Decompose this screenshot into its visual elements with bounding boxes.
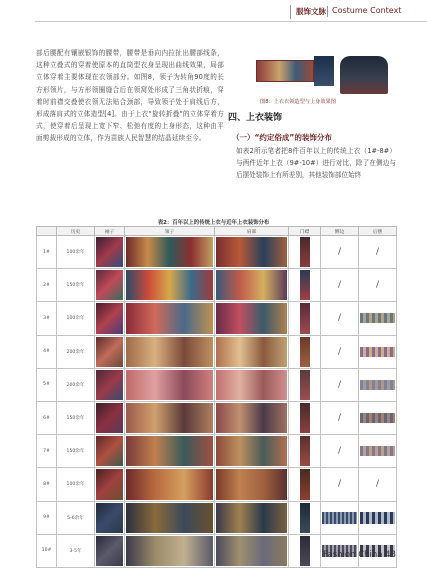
section-title: 四、上衣装饰 bbox=[228, 113, 283, 123]
placket-photo bbox=[289, 401, 321, 434]
sleeve-photo bbox=[95, 335, 125, 368]
row-age: 5-6余年 bbox=[57, 501, 95, 534]
header-rule bbox=[35, 21, 427, 22]
side-cell: / bbox=[321, 368, 359, 401]
header-divider-2 bbox=[327, 6, 328, 17]
sleeve-photo bbox=[95, 435, 125, 468]
table-row bbox=[37, 269, 397, 302]
shoulder-photo bbox=[215, 468, 289, 501]
row-age: 150余年 bbox=[57, 269, 95, 302]
shoulder-photo bbox=[215, 302, 289, 335]
hem-photo bbox=[359, 335, 397, 368]
right-paragraph: 如表2所示笔者把8件百年以上的传统上衣（1#-8#）与两件近年上衣（9#-10#）进行对比，除了在侧边与后摆处装饰上有所差别，其他装饰部位始终 bbox=[236, 147, 396, 180]
placket-photo bbox=[289, 236, 321, 269]
shoulder-photo bbox=[215, 401, 289, 434]
row-id: 4# bbox=[37, 335, 57, 368]
hem-photo bbox=[359, 501, 397, 534]
side-cell: / bbox=[321, 401, 359, 434]
row-id: 2# bbox=[37, 269, 57, 302]
table-row bbox=[37, 335, 397, 368]
header-cell bbox=[37, 227, 57, 236]
hem-photo bbox=[359, 302, 397, 335]
sleeve-photo bbox=[95, 302, 125, 335]
worn-garment-photo bbox=[340, 56, 388, 94]
table-header-row bbox=[37, 227, 397, 236]
collar-photo bbox=[125, 501, 215, 534]
collar-photo bbox=[125, 435, 215, 468]
shoulder-photo bbox=[215, 501, 289, 534]
side-cell: / bbox=[321, 335, 359, 368]
header-cell: 历史 bbox=[57, 227, 95, 236]
hem-photo bbox=[359, 401, 397, 434]
header-section-cn: 服饰文脉 bbox=[296, 7, 326, 16]
row-age: 150余年 bbox=[57, 401, 95, 434]
collar-photo bbox=[125, 468, 215, 501]
table-row bbox=[37, 236, 397, 269]
page-footer: Fashion China 43 bbox=[323, 550, 396, 560]
row-age: 100余年 bbox=[57, 302, 95, 335]
decoration-table bbox=[36, 226, 397, 568]
collar-photo bbox=[256, 60, 314, 82]
sleeve-photo bbox=[95, 534, 125, 567]
row-id: 8# bbox=[37, 468, 57, 501]
shoulder-photo bbox=[215, 236, 289, 269]
header-divider bbox=[290, 5, 291, 19]
sleeve-photo bbox=[95, 269, 125, 302]
row-age: 100余年 bbox=[57, 236, 95, 269]
row-id: 7# bbox=[37, 435, 57, 468]
row-age: 3-5年 bbox=[57, 534, 95, 567]
hem-photo bbox=[359, 435, 397, 468]
placket-photo bbox=[289, 302, 321, 335]
side-cell: / bbox=[321, 468, 359, 501]
header-cell: 袖子 bbox=[95, 227, 125, 236]
hem-cell: / bbox=[359, 468, 397, 501]
side-cell: / bbox=[321, 236, 359, 269]
side-photo bbox=[321, 501, 359, 534]
figure-caption: 图8：上衣衣领造型与上身效果图 bbox=[260, 99, 336, 105]
hem-cell: / bbox=[359, 236, 397, 269]
row-age: 200余年 bbox=[57, 368, 95, 401]
hem-cell: / bbox=[359, 269, 397, 302]
header-cell: 门襟 bbox=[289, 227, 321, 236]
side-cell: / bbox=[321, 269, 359, 302]
table-row bbox=[37, 368, 397, 401]
row-age: 200余年 bbox=[57, 335, 95, 368]
table-row bbox=[37, 302, 397, 335]
collar-photo bbox=[125, 302, 215, 335]
collar-photo bbox=[125, 335, 215, 368]
figure-8 bbox=[256, 56, 390, 94]
collar-photo bbox=[125, 368, 215, 401]
running-header bbox=[0, 0, 427, 26]
table-row bbox=[37, 435, 397, 468]
row-id: 10# bbox=[37, 534, 57, 567]
placket-photo bbox=[289, 435, 321, 468]
sleeve-photo bbox=[95, 468, 125, 501]
sleeve-photo bbox=[95, 368, 125, 401]
shoulder-photo bbox=[215, 534, 289, 567]
sleeve-photo bbox=[95, 501, 125, 534]
hem-photo bbox=[359, 368, 397, 401]
placket-photo bbox=[289, 534, 321, 567]
row-id: 9# bbox=[37, 501, 57, 534]
row-id: 3# bbox=[37, 302, 57, 335]
collar-photo bbox=[125, 534, 215, 567]
header-cell: 肩部 bbox=[215, 227, 289, 236]
table-row bbox=[37, 501, 397, 534]
row-age: 100余年 bbox=[57, 468, 95, 501]
collar-side-photo bbox=[314, 56, 334, 86]
row-id: 6# bbox=[37, 401, 57, 434]
table-caption: 表2：百年以上的传统上衣与近年上衣装饰分布 bbox=[157, 220, 270, 226]
subsection-title: （一）“约定俗成”的装饰分布 bbox=[232, 133, 332, 142]
header-cell: 领子 bbox=[125, 227, 215, 236]
placket-photo bbox=[289, 269, 321, 302]
row-id: 5# bbox=[37, 368, 57, 401]
header-section-en: Costume Context bbox=[332, 6, 402, 15]
shoulder-photo bbox=[215, 435, 289, 468]
sleeve-photo bbox=[95, 401, 125, 434]
sleeve-photo bbox=[95, 236, 125, 269]
collar-photo bbox=[125, 236, 215, 269]
collar-photo bbox=[125, 269, 215, 302]
side-cell: / bbox=[321, 302, 359, 335]
row-age: 150余年 bbox=[57, 435, 95, 468]
shoulder-photo bbox=[215, 269, 289, 302]
shoulder-photo bbox=[215, 368, 289, 401]
placket-photo bbox=[289, 335, 321, 368]
placket-photo bbox=[289, 468, 321, 501]
table-row bbox=[37, 401, 397, 434]
header-cell: 侧边 bbox=[321, 227, 359, 236]
table-row bbox=[37, 468, 397, 501]
placket-photo bbox=[289, 501, 321, 534]
collar-photo bbox=[125, 401, 215, 434]
body-paragraph: 部后腰配有镶嵌银饰的腰带，腰带是垂向内拉扯出腰部线条，这种立叠式的穿着使原本的直筒型衣身呈现出曲线效果，局部立体穿着主要体现在衣领部分。如图8，领子为转角90度的长方形领片，与方形领圈缝合后在领窝处形成了三角状折痕，穿着时前襟交叠使衣领无法贴合颈部，导致领子处于肩线后方，形成落肩式的立体造型[4]。由于上衣“旋转折叠”的立体穿着方式，使穿着后呈现上宽下窄、松弛有度的上身形态，这种由平面剪裁形成的立体，作为苗族人民智慧的结晶延续至今。 bbox=[36, 49, 224, 143]
placket-photo bbox=[289, 368, 321, 401]
side-cell: / bbox=[321, 435, 359, 468]
row-id: 1# bbox=[37, 236, 57, 269]
header-cell: 后摆 bbox=[359, 227, 397, 236]
shoulder-photo bbox=[215, 335, 289, 368]
